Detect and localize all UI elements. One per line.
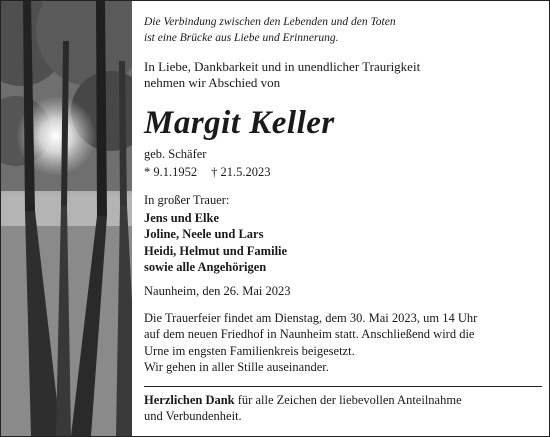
thanks-rest: für alle Zeichen der liebevollen Anteilnahme — [234, 393, 462, 407]
ceremony-info — [144, 310, 544, 375]
thanks — [144, 392, 544, 425]
deceased-name: Margit Keller — [144, 105, 335, 141]
quote-line: Die Verbindung zwischen den Lebenden und den Toten — [144, 16, 396, 28]
thanks-line: und Verbundenheit. — [144, 409, 242, 424]
birth-date: * 9.1.1952 — [144, 165, 198, 179]
divider — [144, 386, 542, 387]
mourners-title: In großer Trauer: — [144, 193, 230, 207]
ceremony-line: auf dem neuen Friedhof in Naunheim statt. Anschließend wird die — [144, 327, 475, 342]
mourner: Jens und Elke — [144, 211, 220, 225]
tree-photo — [1, 1, 132, 436]
ceremony-line: Die Trauerfeier findet am Dienstag, dem 30. Mai 2023, um 14 Uhr — [144, 311, 478, 325]
thanks-line — [144, 392, 544, 408]
intro-line: In Liebe, Dankbarkeit und in unendlicher Traurigkeit — [144, 59, 421, 74]
ceremony-line: Wir gehen in aller Stille auseinander. — [144, 359, 329, 374]
born-name: geb. Schäfer — [144, 147, 207, 161]
mourner: Heidi, Helmut und Familie — [144, 243, 288, 258]
thanks-bold: Herzlichen Dank — [144, 393, 235, 407]
ceremony-line: Urne im engsten Familienkreis beigesetzt. — [144, 343, 355, 358]
place-date: Naunheim, den 26. Mai 2023 — [144, 284, 291, 298]
intro — [144, 59, 420, 91]
quote — [144, 14, 396, 46]
mourner: Joline, Neele und Lars — [144, 227, 264, 242]
death-date: † 21.5.2023 — [211, 165, 271, 179]
intro-line: nehmen wir Abschied von — [144, 75, 281, 90]
mourner: sowie alle Angehörigen — [144, 259, 267, 274]
life-dates — [144, 165, 271, 180]
mourners-list — [144, 210, 287, 275]
quote-line: ist eine Brücke aus Liebe und Erinnerung. — [144, 32, 339, 44]
